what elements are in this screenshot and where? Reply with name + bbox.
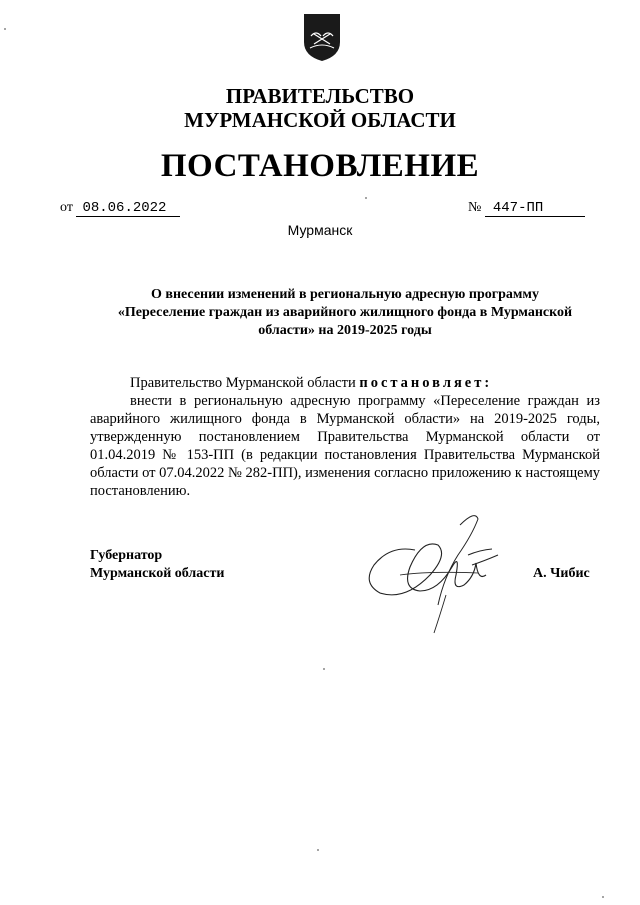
- date-prefix: от: [60, 200, 73, 215]
- document-title: ПОСТАНОВЛЕНИЕ: [160, 148, 480, 184]
- subject-line1: О внесении изменений в региональную адресную программу: [151, 287, 539, 302]
- number-block: [468, 200, 585, 217]
- org-name-line1: ПРАВИТЕЛЬСТВО: [225, 84, 415, 108]
- handwritten-signature-icon: [360, 505, 510, 640]
- intro-paragraph: [90, 374, 600, 392]
- subject-line2: «Переселение граждан из аварийного жилищного фонда в Мурманской: [117, 305, 573, 320]
- intro-text: Правительство Мурманской области: [130, 375, 360, 391]
- position-line1: Губернатор: [90, 548, 163, 563]
- signatory-position: [90, 547, 224, 583]
- scan-speck: [365, 197, 367, 199]
- position-line2: Мурманской области: [90, 566, 225, 581]
- scan-speck: [4, 28, 6, 30]
- scan-speck: [323, 668, 325, 670]
- resolves-word: постановляет:: [359, 375, 493, 391]
- number-prefix: №: [468, 200, 482, 215]
- document-date: 08.06.2022: [76, 201, 180, 217]
- scan-speck: [602, 896, 604, 898]
- coat-of-arms-icon: [302, 12, 342, 62]
- document-number: 447-ПП: [485, 201, 585, 217]
- org-name-line2: МУРМАНСКОЙ ОБЛАСТИ: [184, 108, 456, 132]
- main-paragraph: внести в региональную адресную программу «Переселение граждан из аварийного жилищного фонда в Мурманской области» на 2019-2025 годы, утвержденную постановлением Правительства Мурманской области от 01.04.2019 № 153-ПП (в редакции постановления Правительства Мурманской области от 07.04.2022 № 282-ПП), изменения согласно приложению к настоящему постановлению.: [90, 393, 600, 499]
- signatory-name: А. Чибис: [533, 566, 590, 581]
- date-block: [60, 200, 180, 217]
- scan-speck: [317, 849, 319, 851]
- subject-line3: области» на 2019-2025 годы: [258, 323, 432, 338]
- city-name: Мурманск: [287, 222, 353, 238]
- document-subject: [90, 286, 600, 340]
